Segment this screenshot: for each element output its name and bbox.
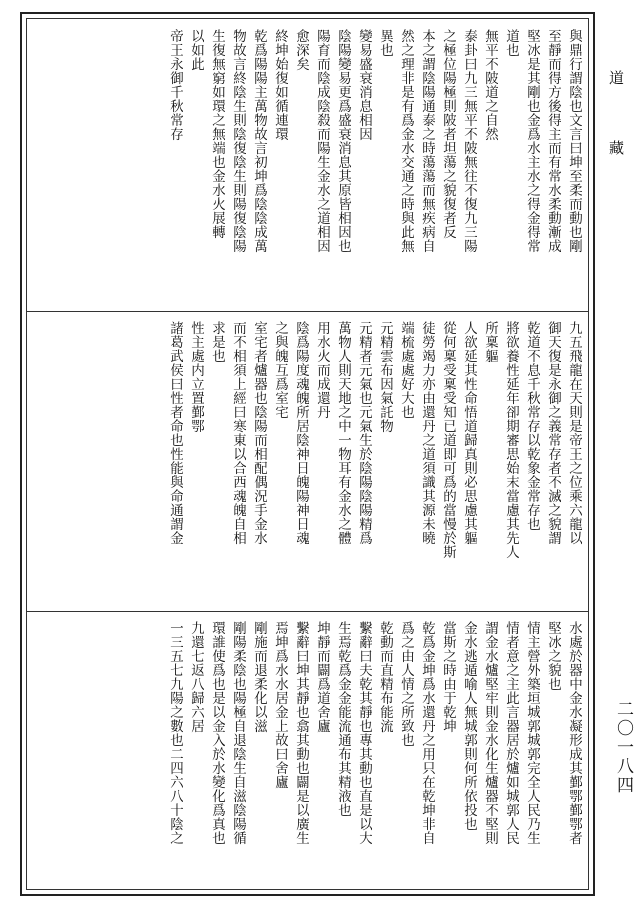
text-column: 乾爲陽陽主萬物故言初坤爲陰陰成萬: [251, 29, 267, 253]
text-column: 然之理非是有爲金水交通之時與此無: [398, 29, 414, 253]
text-column: 繫辭曰坤其靜也翕其動也闢是以廣生: [293, 621, 309, 845]
text-column: 坤靜而闢爲道舍廬: [314, 621, 330, 733]
text-column: 從何稟受稟受知已道即可爲的當慢於斯: [440, 321, 456, 559]
text-column: 爲之由人情之所致也: [398, 621, 414, 747]
text-column: 金水逃遁喻人無城郭則何所依投也: [461, 621, 477, 831]
text-column: 而不相須上經曰寒東以合西魂魄自相: [230, 321, 246, 545]
text-column: 陽育而陰成陰殺而陽生金水之道相因: [314, 29, 330, 253]
text-column: 當斯之時由于乾坤: [440, 621, 456, 733]
text-column: 將欲養性延年卻期審思始末當慮其先人: [503, 321, 519, 559]
band-columns: [33, 621, 582, 881]
text-column: 諸葛武侯曰性者命也性能與命通謂金: [167, 321, 183, 545]
text-column: 泰卦曰九三無平不陂無往不復九三陽: [461, 29, 477, 253]
text-column: 所稟軀: [482, 321, 498, 363]
text-column: 道也: [503, 29, 519, 57]
text-column: 乾道不息千秋常存以乾象金常存也: [524, 321, 540, 531]
text-column: 至靜而得方後得主而有常水柔動漸成: [545, 29, 561, 253]
text-column: 之極位陽極則陂者坦蕩之貌復者反: [440, 29, 456, 239]
text-band-top: [27, 19, 588, 311]
margin-subtitle: 藏: [607, 140, 625, 161]
text-column: 情者意之主此言器居於爐如城郭人民: [503, 621, 519, 845]
text-column: 帝王永御千秋常存: [167, 29, 183, 141]
text-column: 終坤始復如循連環: [272, 29, 288, 141]
text-column: 求是也: [209, 321, 225, 363]
band-columns: [33, 321, 582, 603]
margin-title: 道: [607, 70, 625, 91]
text-column: 本之謂陰陽通泰之時蕩蕩而無疾病自: [419, 29, 435, 253]
text-column: 生焉乾爲金金能流通布其精液也: [335, 621, 351, 817]
text-column: 剛陽柔陰也陽極自退陰生自滋陰陽循: [230, 621, 246, 845]
band-columns: [33, 29, 582, 303]
text-column: 室宅者爐器也陰陽而相配偶況手金水: [251, 321, 267, 545]
text-column: 性主處内立置鄞鄂: [188, 321, 204, 433]
text-column: 堅冰之貌也: [545, 621, 561, 691]
page-inner-border: [26, 18, 589, 890]
text-column: 端梳處處好大也: [398, 321, 414, 419]
text-column: 用水火而成還丹: [314, 321, 330, 419]
text-column: 剛施而退柔化以滋: [251, 621, 267, 733]
text-column: 愈深矣: [293, 29, 309, 71]
page-number: 二〇一八四: [613, 700, 633, 795]
text-column: 御天復是永御之義常存者不滅之貌謂: [545, 321, 561, 545]
text-column: 與鼎行謂陰也文言曰坤至柔而動也剛: [566, 29, 582, 253]
text-column: 環誰使爲也是以金入於水變化爲真也: [209, 621, 225, 845]
text-column: 異也: [377, 29, 393, 57]
text-column: 謂金水爐堅牢則金水化生爐器不堅則: [482, 621, 498, 845]
page-frame: [20, 12, 595, 896]
text-column: 人欲延其性命悟道歸真則必思慮其軀: [461, 321, 477, 545]
text-column: 堅冰是其剛也金爲水主水之得金得常: [524, 29, 540, 253]
text-column: 陰爲陽度魂魄所居陰神日魄陽神日魂: [293, 321, 309, 545]
text-column: 變易盛衰消息相因: [356, 29, 372, 141]
text-column: 九五飛龍在天則是帝王之位乘六龍以: [566, 321, 582, 545]
text-column: 繫辭曰夫乾其靜也專其動也直是以大: [356, 621, 372, 845]
text-column: 萬物人則天地之中一物耳有金水之體: [335, 321, 351, 545]
text-column: 乾動而直精布能流: [377, 621, 393, 733]
text-column: 元精雲布因氣託物: [377, 321, 393, 433]
text-column: 以如此: [188, 29, 204, 71]
text-column: 徒勞竭力亦由還丹之道須識其源未曉: [419, 321, 435, 545]
text-column: 焉坤爲水水居金上故曰舍廬: [272, 621, 288, 789]
text-column: 元精者元氣也元氣生於陰陽陰陽精爲: [356, 321, 372, 545]
text-column: 生復無窮如環之無端也金水火展轉: [209, 29, 225, 239]
text-column: 乾爲金坤爲水還丹之用只在乾坤非自: [419, 621, 435, 845]
text-column: 情主營外築垣城郭城郭完全人民乃生: [524, 621, 540, 845]
text-column: 物故言終陰生則陰復陰生則陽復陰陽: [230, 29, 246, 253]
text-column: 無平不陂道之自然: [482, 29, 498, 141]
text-column: 九還七返八歸六居: [188, 621, 204, 733]
text-band-bottom: [27, 611, 588, 889]
text-column: 水處於器中金水凝形成其鄞鄂鄞鄂者: [566, 621, 582, 845]
text-column: 一三五七九陽之數也二四六八十陰之: [167, 621, 183, 845]
text-column: 之與魄互爲室宅: [272, 321, 288, 419]
text-column: 陰陽變易更爲盛衰消息其原皆相因也: [335, 29, 351, 253]
text-band-middle: [27, 311, 588, 611]
